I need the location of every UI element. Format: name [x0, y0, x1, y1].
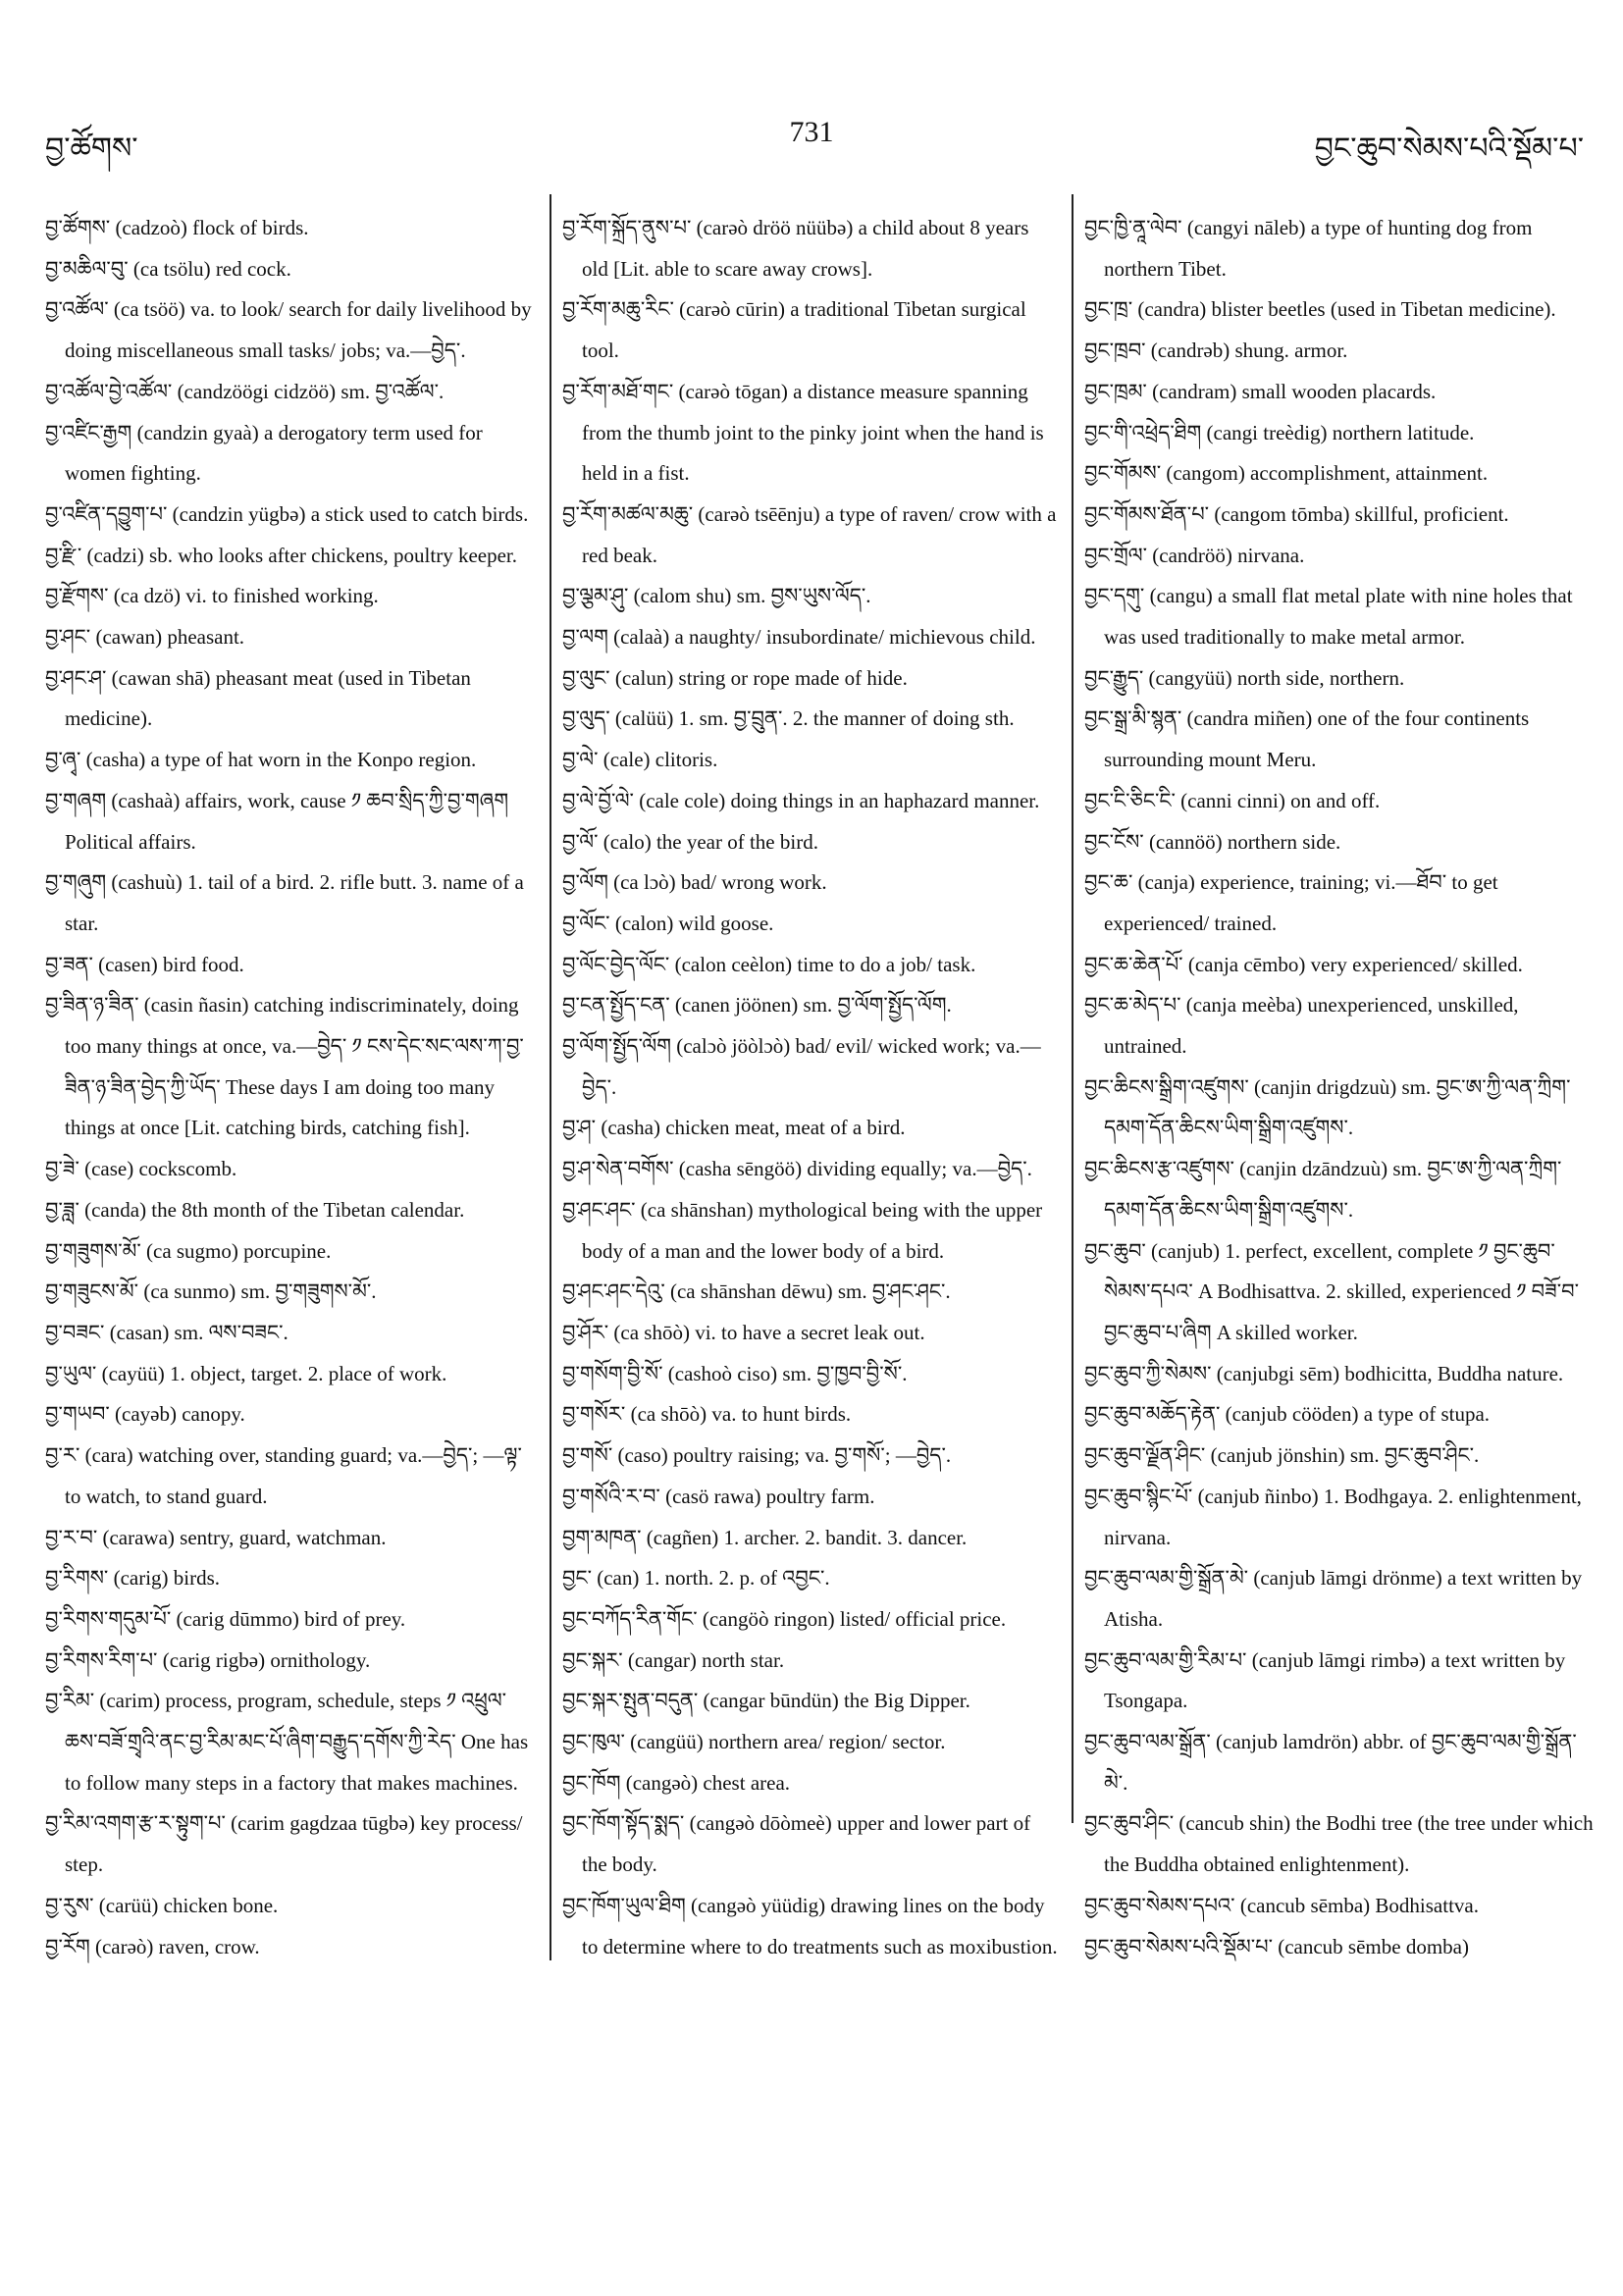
dictionary-entry: བྱ་རོག་མཐོ་གང་ (carəò tōgan) a distance measure spanning from the thumb joint to the pinky joint when the hand is held in a fist. [562, 379, 1044, 486]
dictionary-entry: བྱང་སྐར་ (cangar) north star. [562, 1647, 785, 1672]
dictionary-entry: བྱ་གཟུངས་མོ་ (ca sunmo) sm. བྱ་གཟུགས་མོ་. [45, 1279, 377, 1304]
dictionary-entry: བྱང་སྒྲ་མི་སྙན་ (candra miñen) one of the four continents surrounding mount Meru. [1084, 706, 1530, 772]
dictionary-entry: བྱ་རིམ་འགག་རྩ་ར་སྟུག་པ་ (carim gagdzaa tūgbə) key process/ step. [45, 1811, 523, 1877]
dictionary-entry: བྱ་གཟུགས་མོ་ (ca sugmo) porcupine. [45, 1238, 332, 1263]
dictionary-entry: བྱ་ལོག (ca lɔò) bad/ wrong work. [562, 870, 827, 895]
dictionary-entry: བྱ་རོག་མཚལ་མཆུ་ (carəò tsēēnju) a type of raven/ crow with a red beak. [562, 501, 1057, 567]
dictionary-entry: བྱ་ལོང་བྱེད་ལོང་ (calon ceèlon) time to do a job/ task. [562, 952, 976, 976]
dictionary-entry: བྱ་རྫོགས་ (ca dzö) vi. to finished working. [45, 584, 379, 608]
column-rule [550, 194, 551, 1960]
dictionary-entry: བྱང་བཀོད་རིན་གོང་ (cangöò ringon) listed/ official price. [562, 1606, 1007, 1631]
dictionary-column-3 [1084, 208, 1595, 1967]
dictionary-entry: བྱང་རྒྱུད་ (cangyüü) north side, northern. [1084, 665, 1405, 690]
dictionary-entry: བྱ་ར་བ་ (carawa) sentry, guard, watchman. [45, 1525, 387, 1549]
dictionary-entry: བྱ་ལག (calaà) a naughty/ insubordinate/ michievous child. [562, 625, 1036, 650]
dictionary-entry: བྱ་གཞག (cashaà) affairs, work, cause ༡ ཆབ་སྲིད་ཀྱི་བྱ་གཞག Political affairs. [45, 788, 509, 854]
dictionary-entry: བྱ་གསོར་ (ca shōò) va. to hunt birds. [562, 1402, 852, 1427]
dictionary-entry: བྱ་ལུད་ (calüü) 1. sm. བྱ་བྲུན་. 2. the manner of doing sth. [562, 706, 1015, 731]
dictionary-entry: བྱང་ཁོག་སྟོད་སྨད་ (cangəò dōòmeè) upper and lower part of the body. [562, 1811, 1031, 1877]
dictionary-entry: བྱ་འཚོལ་ (ca tsöö) va. to look/ search for daily livelihood by doing miscellaneous small tasks/ jobs; va.—བྱེད་. [45, 297, 532, 363]
dictionary-entry: བྱ་འཛིང་རྒྱག (candzin gyaà) a derogatory term used for women fighting. [45, 420, 483, 486]
dictionary-entry: བྱང་ཁུལ་ (cangüü) northern area/ region/ sector. [562, 1730, 946, 1754]
dictionary-entry: བྱ་རུས་ (carüü) chicken bone. [45, 1893, 279, 1917]
dictionary-entry: བྱང་ཆུབ་ལྗོན་ཤིང་ (canjub jönshin) sm. བྱང་ཆུབ་ཤིང་. [1084, 1443, 1480, 1468]
column-rule [1072, 194, 1073, 1823]
dictionary-entry: བྱང་དགུ་ (cangu) a small flat metal plate with nine holes that was used traditionally to make metal armor. [1084, 584, 1573, 650]
dictionary-entry: བྱ་གསོག་བྱི་སོ་ (cashoò ciso) sm. བྱ་ཁྱབ་བྱི་སོ་. [562, 1361, 908, 1385]
dictionary-entry: བྱ་ར་ (cara) watching over, standing guard; va.—བྱེད་; —ལྟ་ to watch, to stand guard. [45, 1443, 522, 1508]
dictionary-entry: བྱང་གོམས་ (cangom) accomplishment, attainment. [1084, 461, 1489, 486]
dictionary-entry: བྱང་གོམས་ཐོན་པ་ (cangom tōmba) skillful, proficient. [1084, 501, 1509, 526]
dictionary-entry: བྱང་ཆུབ་ལམ་གྱི་སྒྲོན་མེ་ (canjub lāmgi drönme) a text written by Atisha. [1084, 1566, 1583, 1631]
dictionary-entry: བྱ་འཚོལ་བྱེ་འཚོལ་ (candzöögi cidzöö) sm. བྱ་འཚོལ་. [45, 379, 445, 403]
dictionary-entry: བྱང་སྐར་སྤུན་བདུན་ (cangar būndün) the Big Dipper. [562, 1689, 970, 1713]
dictionary-entry: བྱ་གཞུག (cashuù) 1. tail of a bird. 2. rifle butt. 3. name of a star. [45, 870, 524, 935]
dictionary-entry: བྱ་ཟིན་ཉ་ཟིན་ (casin ñasin) catching indiscriminately, doing too many things at once, va.—བྱེད་ ༡ ངས་དེང་སང་ལས་ཀ་བྱ་ཟིན་ཉ་ཟིན་བྱེད་ཀྱི་ཡོད་ These days I am doing too many things at once [Lit. catching birds, catching fish]. [45, 993, 524, 1140]
dictionary-entry: བྱང་ཁྱི་ནཱ་ལེབ་ (cangyi nāleb) a type of hunting dog from northern Tibet. [1084, 216, 1533, 281]
dictionary-entry: བྱ་ཟེ་ (case) cockscomb. [45, 1157, 237, 1181]
dictionary-entry: བྱ་ཤོར་ (ca shōò) vi. to have a secret leak out. [562, 1320, 925, 1344]
dictionary-entry: བྱང་ཆ་མེད་པ་ (canja meèba) unexperienced, unskilled, untrained. [1084, 993, 1519, 1059]
dictionary-entry: བྱ་ལོ་ (calo) the year of the bird. [562, 829, 818, 854]
dictionary-entry: བྱ་ལྕམ་ཤུ་ (calom shu) sm. བྱས་ཡུས་ལོད་. [562, 584, 871, 608]
dictionary-entry: བྱ་ཟླ་ (canda) the 8th month of the Tibetan calendar. [45, 1197, 465, 1222]
dictionary-entry: བྱང་ཆུབ་སེམས་དཔའ་ (cancub sēmba) Bodhisattva. [1084, 1893, 1479, 1917]
dictionary-entry: བྱང་ཆུབ་སེམས་པའི་སྡོམ་པ་ (cancub sēmbe domba) [1084, 1934, 1469, 1958]
dictionary-column-1 [45, 208, 536, 1967]
dictionary-entry: བྱང་ཁྲ་ (candra) blister beetles (used in Tibetan medicine). [1084, 297, 1556, 322]
dictionary-entry: བྱ་རོག (carəò) raven, crow. [45, 1934, 260, 1958]
dictionary-entry: བྱ་རིམ་ (carim) process, program, schedule, steps ༡ འཕྲུལ་ཆས་བཟོ་གྲྭའི་ནང་བྱ་རིམ་མང་པོ་ཞིག་བརྒྱུད་དགོས་ཀྱི་རེད་ One has to follow many steps in a factory that makes machines. [45, 1689, 529, 1795]
dictionary-entry: བྱ་ལུང་ (calun) string or rope made of hide. [562, 665, 908, 690]
dictionary-entry: བྱ་གསོའི་ར་བ་ (casö rawa) poultry farm. [562, 1484, 875, 1508]
dictionary-entry: བྱ་ཤང་ (cawan) pheasant. [45, 625, 245, 650]
dictionary-entry: བྱང་ངོས་ (cannöö) northern side. [1084, 829, 1341, 854]
dictionary-entry: བྱང་ཆ་ཆེན་པོ་ (canja cēmbo) very experienced/ skilled. [1084, 952, 1523, 976]
dictionary-entry: བྱ་ཤང་ཤ་ (cawan shā) pheasant meat (used in Tibetan medicine). [45, 665, 471, 731]
dictionary-entry: བྱ་རྫི་ (cadzi) sb. who looks after chickens, poultry keeper. [45, 543, 518, 567]
dictionary-entry: བྱ་རིགས་གདུམ་པོ་ (carig dūmmo) bird of prey. [45, 1606, 406, 1631]
dictionary-entry: བྱ་གཡབ་ (cayəb) canopy. [45, 1402, 245, 1427]
dictionary-entry: བྱང་ཆུབ་ཀྱི་སེམས་ (canjubgi sēm) bodhicitta, Buddha nature. [1084, 1361, 1564, 1385]
dictionary-entry: བྱང་ཆུབ་ལམ་སྒྲོན་ (canjub lamdrön) abbr. of བྱང་ཆུབ་ལམ་གྱི་སྒྲོན་མེ་. [1084, 1730, 1577, 1795]
dictionary-entry: བྱ་རོག་མཆུ་རིང་ (carəò cūrin) a traditional Tibetan surgical tool. [562, 297, 1026, 363]
page-number: 731 [789, 116, 834, 148]
dictionary-entry: བྱང་ཆུབ་མཆོད་རྟེན་ (canjub cööden) a type of stupa. [1084, 1402, 1491, 1427]
dictionary-entry: བྱང་ཆུབ་སྙིང་པོ་ (canjub ñinbo) 1. Bodhgaya. 2. enlightenment, nirvana. [1084, 1484, 1582, 1549]
dictionary-entry: བྱ་རིགས་ (carig) birds. [45, 1566, 221, 1591]
dictionary-entry: བྱ་ཤང་ཤང་དེའུ་ (ca shānshan dēwu) sm. བྱ་ཤང་ཤང་. [562, 1279, 951, 1304]
dictionary-column-2 [562, 208, 1058, 1967]
dictionary-entry: བྱ་ལེ་ (cale) clitoris. [562, 748, 718, 772]
dictionary-entry: བྱང་ཁོག་ཡུལ་ཐིག (cangəò yüüdig) drawing lines on the body to determine where to do treatments such as moxibustion. [562, 1893, 1058, 1958]
dictionary-entry: བྱང་ (can) 1. north. 2. p. of འབྱང་. [562, 1566, 830, 1591]
dictionary-entry: བྱང་ཁོག (cangəò) chest area. [562, 1770, 791, 1795]
dictionary-entry: བྱ་ལོག་སྤྱོད་ལོག (calɔò jöòlɔò) bad/ evil/ wicked work; va.—བྱེད་. [562, 1034, 1041, 1099]
dictionary-entry: བྱང་ཆིངས་རྩ་འཛུགས་ (canjin dzāndzuù) sm. བྱང་ཨ་ཀྱི་ལན་ཀྲིག་དམག་དོན་ཆིངས་ཡིག་སྒྲིག་འཛུགས་. [1084, 1157, 1562, 1222]
dictionary-entry: བྱང་ཁྲམ་ (candram) small wooden placards. [1084, 379, 1437, 403]
dictionary-entry: བྱང་ཆུབ་ (canjub) 1. perfect, excellent, complete ༡ བྱང་ཆུབ་སེམས་དཔའ་ A Bodhisattva. 2. skilled, experienced ༡ བཟོ་བ་བྱང་ཆུབ་པ་ཞིག A skilled worker. [1084, 1238, 1580, 1344]
dictionary-entry: བྱ་འཛིན་དབྱུག་པ་ (candzin yügbə) a stick used to catch birds. [45, 501, 529, 526]
dictionary-entry: བྱང་ཆ་ (canja) experience, training; vi.—ཐོབ་ to get experienced/ trained. [1084, 870, 1498, 935]
dictionary-entry: བྱ་མཆིལ་བུ་ (ca tsölu) red cock. [45, 256, 291, 281]
dictionary-entry: བྱག་མཁན་ (cagñen) 1. archer. 2. bandit. 3. dancer. [562, 1525, 968, 1549]
dictionary-entry: བྱ་ངན་སྤྱོད་ངན་ (canen jöönen) sm. བྱ་ལོག་སྤྱོད་ལོག. [562, 993, 952, 1018]
dictionary-entry: བྱ་ཚོགས་ (cadzoò) flock of birds. [45, 216, 309, 239]
dictionary-entry: བྱ་རོག་སྐྲོད་ནུས་པ་ (carəò dröö nüübə) a child about 8 years old [Lit. able to scare away crows]. [562, 216, 1029, 281]
dictionary-entry: བྱ་རིགས་རིག་པ་ (carig rigbə) ornithology. [45, 1647, 371, 1672]
dictionary-entry: བྱ་ལེ་བྱོ་ལེ་ (cale cole) doing things in an haphazard manner. [562, 788, 1040, 812]
dictionary-entry: བྱ་ཤང་ཤང་ (ca shānshan) mythological being with the upper body of a man and the lower body of a bird. [562, 1197, 1043, 1263]
dictionary-entry: བྱང་ཁྲབ་ (candrəb) shung. armor. [1084, 339, 1348, 363]
dictionary-entry: བྱང་ཆུབ་ཤིང་ (cancub shin) the Bodhi tree (the tree under which the Buddha obtained enlightenment). [1084, 1811, 1594, 1877]
dictionary-entry: བྱང་ཆིངས་སྒྲིག་འཛུགས་ (canjin drigdzuù) sm. བྱང་ཨ་ཀྱི་ལན་ཀྲིག་དམག་དོན་ཆིངས་ཡིག་སྒྲིག་འཛུགས་. [1084, 1074, 1571, 1140]
dictionary-entry: བྱང་ཆུབ་ལམ་གྱི་རིམ་པ་ (canjub lāmgi rimbə) a text written by Tsongapa. [1084, 1647, 1566, 1713]
dictionary-entry: བྱང་གི་འཕྲེད་ཐིག (cangi treèdig) northern latitude. [1084, 420, 1475, 444]
dictionary-entry: བྱ་ཤ་སེན་བགོས་ (casha sēngöö) dividing equally; va.—བྱེད་. [562, 1157, 1032, 1181]
running-head-right: བྱང་ཆུབ་སེམས་པའི་སྡོམ་པ་ [1314, 132, 1584, 165]
dictionary-entry: བྱ་ཤ་ (casha) chicken meat, meat of a bird. [562, 1116, 906, 1140]
dictionary-entry: བྱ་བཟང་ (casan) sm. ལས་བཟང་. [45, 1320, 288, 1344]
dictionary-entry: བྱ་ཡུལ་ (cayüü) 1. object, target. 2. place of work. [45, 1361, 447, 1385]
dictionary-entry: བྱ་ཞྭ་ (casha) a type of hat worn in the Konpo region. [45, 748, 477, 772]
dictionary-entry: བྱ་ལོང་ (calon) wild goose. [562, 911, 774, 935]
dictionary-entry: བྱང་ངི་ཅིང་ངི་ (canni cinni) on and off. [1084, 788, 1381, 812]
dictionary-entry: བྱ་གསོ་ (caso) poultry raising; va. བྱ་གསོ་; —བྱེད་. [562, 1443, 952, 1468]
dictionary-entry: བྱང་གྲོལ་ (candröö) nirvana. [1084, 543, 1305, 567]
dictionary-entry: བྱ་ཟན་ (casen) bird food. [45, 952, 244, 976]
running-head-left: བྱ་ཚོགས་ [45, 132, 138, 165]
